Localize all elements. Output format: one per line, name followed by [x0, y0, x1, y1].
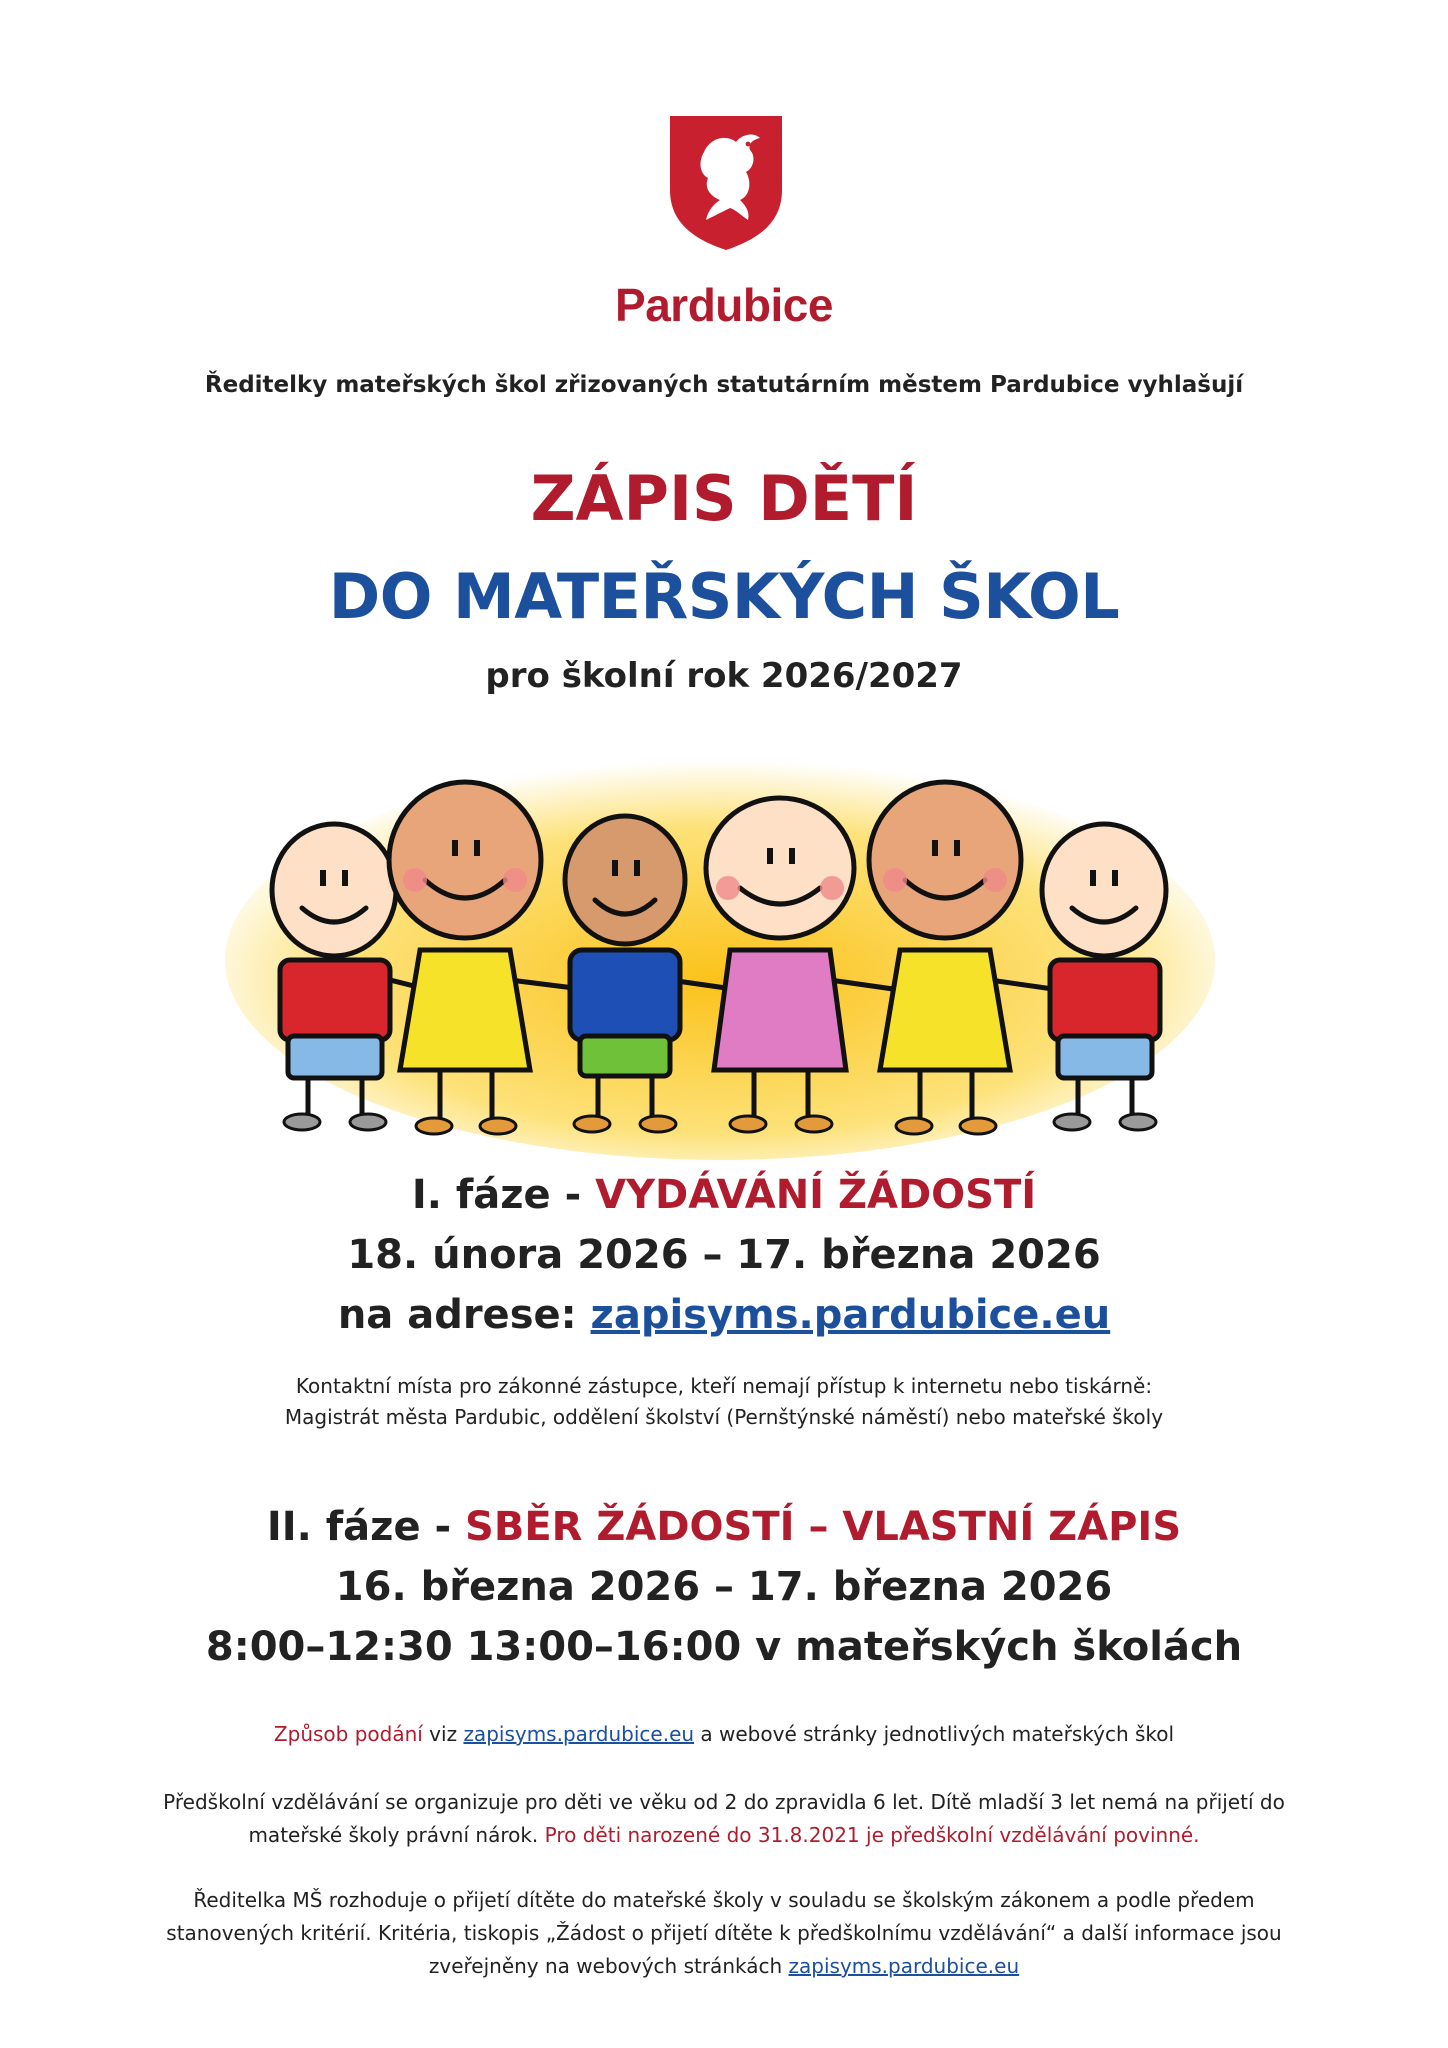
submission-label: Způsob podání	[273, 1722, 423, 1746]
director-link[interactable]: zapisyms.pardubice.eu	[788, 1954, 1020, 1978]
phase2-prefix: II. fáze -	[266, 1504, 466, 1550]
contact-line-1: Kontaktní místa pro zákonné zástupce, kteří nemají přístup k internetu nebo tiskárně:	[295, 1374, 1153, 1398]
contact-line-2: Magistrát města Pardubic, oddělení školství (Pernštýnské náměstí) nebo mateřské školy	[284, 1405, 1164, 1429]
phase1-prefix: I. fáze -	[411, 1172, 596, 1218]
main-title-line-2: DO MATEŘSKÝCH ŠKOL	[328, 560, 1120, 633]
preschool-line-1: Předškolní vzdělávání se organizuje pro děti ve věku od 2 do zpravidla 6 let. Dítě mladší 3 let nemá na přijetí do	[163, 1790, 1285, 1814]
submission-link[interactable]: zapisyms.pardubice.eu	[463, 1722, 695, 1746]
phase2-hours: 8:00–12:30 13:00–16:00 v mateřských školách	[205, 1624, 1243, 1670]
phase1-name: VYDÁVÁNÍ ŽÁDOSTÍ	[595, 1172, 1037, 1218]
phase2-name: SBĚR ŽÁDOSTÍ – VLASTNÍ ZÁPIS	[465, 1504, 1182, 1550]
phase1-address	[0, 1292, 1448, 1338]
main-title-line-1: ZÁPIS DĚTÍ	[530, 462, 918, 535]
preschool-line-2-plain: mateřské školy právní nárok.	[248, 1823, 545, 1847]
intro-text: Ředitelky mateřských škol zřizovaných statutárním městem Pardubice vyhlašují	[204, 372, 1244, 398]
school-year: pro školní rok 2026/2027	[485, 656, 963, 696]
phase1-address-link[interactable]: zapisyms.pardubice.eu	[590, 1292, 1111, 1338]
preschool-line-2	[0, 1819, 1448, 1852]
phase1-address-label: na adrese:	[337, 1292, 591, 1338]
director-line-1: Ředitelka MŠ rozhoduje o přijetí dítěte do mateřské školy v souladu se školským zákonem a podle předem	[193, 1888, 1255, 1912]
director-line-2: stanovených kritérií. Kritéria, tiskopis „Žádost o přijetí dítěte k předškolnímu vzdělávání“ a další informace jsou	[166, 1921, 1282, 1945]
phase1-title	[0, 1172, 1448, 1218]
phase2-title	[0, 1504, 1448, 1550]
preschool-mandatory-note: Pro děti narozené do 31.8.2021 je předškolní vzdělávání povinné.	[544, 1823, 1200, 1847]
pardubice-horse-crest-icon	[666, 112, 786, 252]
submission-line	[0, 1722, 1448, 1746]
phase2-dates: 16. března 2026 – 17. března 2026	[335, 1564, 1113, 1610]
phase1-dates: 18. února 2026 – 17. března 2026	[347, 1232, 1101, 1278]
children-holding-hands-icon	[220, 740, 1220, 1160]
director-line-3-plain: zveřejněny na webových stránkách	[428, 1954, 789, 1978]
submission-suffix: a webové stránky jednotlivých mateřských škol	[694, 1722, 1175, 1746]
submission-middle: viz	[422, 1722, 464, 1746]
city-name: Pardubice	[615, 279, 833, 331]
director-line-3	[0, 1950, 1448, 1983]
